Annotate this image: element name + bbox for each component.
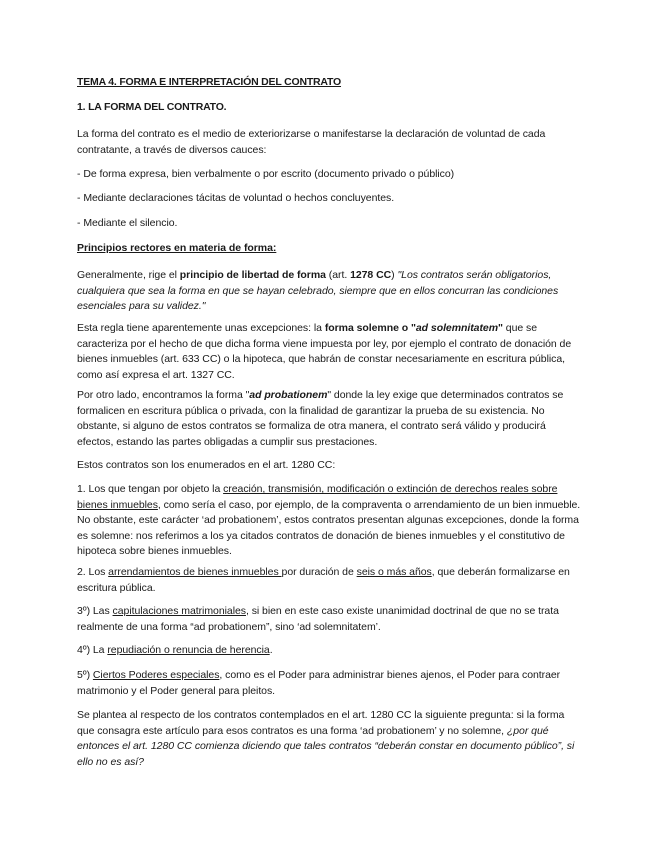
text: , si bien en este caso existe unanimidad doctrinal de que no se trata realmente de una forma “ad probationem”, sino ‘ad solemnitatem’. — [77, 605, 559, 633]
text: ) — [391, 269, 398, 281]
underlined-term: creación, transmisión, modificación o extinción de derechos reales sobre bienes inmuebles — [77, 483, 558, 511]
underlined-term: arrendamientos de bienes inmuebles — [108, 566, 282, 578]
bold-quote-mark: " — [498, 322, 503, 334]
bold-term: principio de libertad de forma — [179, 269, 326, 281]
paragraph-item-3 — [77, 604, 583, 635]
list-item-expresa: - De forma expresa, bien verbalmente o por escrito (documento privado o público) — [77, 168, 455, 180]
principles-heading: Principios rectores en materia de forma: — [77, 242, 277, 254]
text: 1. Los que tengan por objeto la — [77, 483, 224, 495]
text: que se caracteriza por el hecho de que dicha forma viene impuesta por ley, por ejemplo el contrato de donación de bienes inmuebles (art. 633 CC) o la hipoteca, que habrán de constar necesariamente en escritura pública, como así expresa el art. 1327 CC. — [77, 322, 572, 381]
bold-italic-term: ad probationem — [249, 389, 328, 401]
paragraph-enumerados: Estos contratos son los enumerados en el art. 1280 CC: — [77, 459, 336, 471]
text: 3º) Las — [77, 605, 113, 617]
bold-italic-term: ad solemnitatem — [415, 322, 498, 334]
list-item-silencio: - Mediante el silencio. — [77, 217, 178, 229]
paragraph-libertad-forma — [77, 268, 583, 315]
bold-term: forma solemne o " — [324, 322, 416, 334]
quote: "Los contratos serán obligatorios, cualquiera que sea la forma en que se hayan celebrado, siempre que en ellos concurran las condiciones esenciales para su validez." — [77, 269, 559, 312]
paragraph-question — [77, 708, 583, 770]
underlined-term: repudiación o renuncia de herencia — [107, 644, 270, 656]
section-heading: 1. LA FORMA DEL CONTRATO. — [77, 101, 227, 113]
underlined-term: seis o más años — [356, 566, 432, 578]
document-title: TEMA 4. FORMA E INTERPRETACIÓN DEL CONTRATO — [77, 76, 342, 88]
text: . — [269, 644, 273, 656]
paragraph-item-4 — [77, 643, 583, 659]
text: 4º) La — [77, 644, 108, 656]
text: Se plantea al respecto de los contratos contemplados en el art. 1280 CC la siguiente pregunta: si la forma que consagra este artículo para esos contratos es una forma ‘ad probationem’ y no solemne, — [77, 709, 565, 737]
text: 2. Los — [77, 566, 109, 578]
underlined-term: capitulaciones matrimoniales — [112, 605, 246, 617]
italic-question: ¿por qué entonces el art. 1280 CC comienza diciendo que tales contratos “deberán constar en documento público”, si ello no es así? — [77, 724, 575, 768]
text: por duración de — [281, 566, 357, 578]
text: , que deberán formalizarse en escritura pública. — [77, 566, 570, 594]
text: Generalmente, rige el — [77, 269, 180, 281]
text: , como sería el caso, por ejemplo, de la compraventa o arrendamiento de un bien inmueble. No obstante, este carácter ‘ad probationem’, estos contratos presentan algunas excepciones, donde la forma es solemne: nos referimos a los ya citados contratos de donación de bienes inmuebles y el constitutivo de hipoteca sobre bienes inmuebles. — [77, 498, 581, 557]
text: Por otro lado, encontramos la forma " — [77, 389, 250, 401]
text: " donde la ley exige que determinados contratos se formalicen en escritura pública o privada, con la finalidad de garantizar la prueba de su existencia. No obstante, si alguno de estos contratos se formaliza de otra manera, el contrato será válido y producirá efectos, estando las partes obligadas a cumplir sus prestaciones. — [77, 389, 564, 448]
paragraph-ad-probationem — [77, 388, 583, 450]
underlined-term: Ciertos Poderes especiales — [92, 669, 220, 681]
text: 5º) — [77, 669, 93, 681]
paragraph-definition: La forma del contrato es el medio de exteriorizarse o manifestarse la declaración de voluntad de cada contratante, a través de diversos cauces: — [77, 128, 546, 156]
list-item-tacitas: - Mediante declaraciones tácitas de voluntad o hechos concluyentes. — [77, 192, 395, 204]
bold-article: 1278 CC — [350, 269, 392, 281]
text: (art. — [325, 269, 351, 281]
text: Esta regla tiene aparentemente unas excepciones: la — [77, 322, 325, 334]
paragraph-item-5 — [77, 668, 583, 699]
paragraph-forma-solemne — [77, 321, 583, 383]
paragraph-item-1 — [77, 482, 583, 560]
text: , como es el Poder para administrar bienes ajenos, el Poder para contraer matrimonio y el Poder general para pleitos. — [77, 669, 561, 697]
paragraph-item-2 — [77, 565, 583, 596]
